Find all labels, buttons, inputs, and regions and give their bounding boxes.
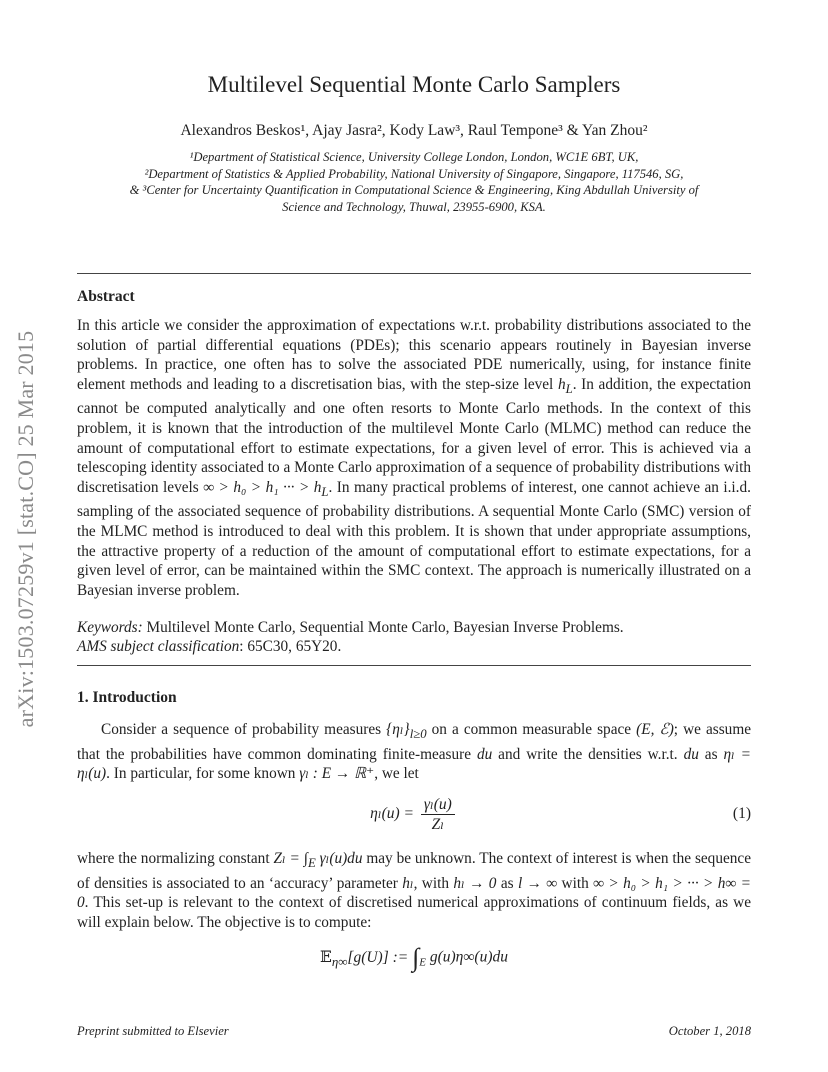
arxiv-identifier-text: arXiv:1503.07259v1 [stat.CO] 25 Mar 2015 xyxy=(13,330,38,728)
paper-title: Multilevel Sequential Monte Carlo Samplers xyxy=(207,72,621,97)
intro-paragraph-1: Consider a sequence of probability measures $\{\eta_l\}_{l\ge 0}$ on a common measurable space (E, ℰ); we assume that the probabilities have common dominating finite-measure du and write the densities w.r.t. du as ηₗ = ηₗ(u). In particular, for some known γₗ : E → ℝ⁺, we let xyxy=(77,721,752,783)
ams-value: : 65C30, 65Y20. xyxy=(239,638,342,655)
equation-number: (1) xyxy=(732,805,751,822)
eq2-integrand: g(u)η∞(u)du xyxy=(429,948,508,966)
eq2-expectation: 𝔼$_{\eta\infty}$[g(U)] := xyxy=(319,948,409,969)
arxiv-side-identifier xyxy=(6,282,46,776)
top-rule xyxy=(77,273,751,274)
keywords-value: Multilevel Monte Carlo, Sequential Monte Carlo, Bayesian Inverse Problems. xyxy=(142,619,624,636)
affiliations xyxy=(70,149,758,215)
affiliation-line: ²Department of Statistics & Applied Probability, National University of Singapore, Singapore, 117546, SG, xyxy=(144,166,684,181)
ams-label: AMS subject classification xyxy=(77,638,240,655)
integral-sign: ∫ xyxy=(412,943,420,972)
keywords xyxy=(77,618,751,638)
eq1-lhs: ηₗ(u) = xyxy=(370,805,415,823)
eq1-numerator: γₗ(u) xyxy=(421,795,455,815)
affiliation-line: & ³Center for Uncertainty Quantification in Computational Science & Engineering, King Abdullah University of xyxy=(129,183,699,197)
eq1-fraction xyxy=(421,795,455,834)
abstract-heading: Abstract xyxy=(77,288,135,305)
equation-1 xyxy=(77,795,751,834)
footer-date: October 1, 2018 xyxy=(668,1024,751,1038)
bottom-rule xyxy=(77,665,751,666)
intro-paragraph-2: where the normalizing constant $Z_l = \int_E$ γₗ(u)du may be unknown. The context of interest is when the sequence of densities is associated to an ‘accuracy’ parameter hₗ, with hₗ → 0 as l → ∞ with ∞ > h₀ > h₁ > ··· > h∞ = 0. This set-up is relevant to the context of discretised numerical approximations of continuum fields, as we will explain below. The objective is to compute: xyxy=(77,850,751,931)
abstract-text: In this article we consider the approximation of expectations w.r.t. probability distributions associated to the solution of partial differential equations (PDEs); this scenario appears routinely in Bayesian inverse problems. In practice, one often has to solve the associated PDE numerically, using, for instance finite element methods and leading to a discretisation bias, with the step-size level $h_L$. In addition, the expectation cannot be computed analytically and one often resorts to Monte Carlo methods. In the context of this problem, it is known that the introduction of the multilevel Monte Carlo (MLMC) method can reduce the amount of computational effort to estimate expectations, for a given level of error. This is achieved via a telescoping identity associated to a Monte Carlo approximation of a sequence of probability distributions with discretisation levels ∞ > h₀ > h₁ ··· > $h_L$. In many practical problems of interest, one cannot achieve an i.i.d. sampling of the associated sequence of probability distributions. A sequential Monte Carlo (SMC) version of the MLMC method is introduced to deal with this problem. It is shown that under appropriate assumptions, the attractive property of a reduction of the amount of computational effort to estimate expectations, for a given level of error, can be maintained within the SMC context. The approach is numerically illustrated on a Bayesian inverse problem. xyxy=(77,317,751,599)
affiliation-line: Science and Technology, Thuwal, 23955-6900, KSA. xyxy=(282,199,546,214)
footer-preprint: Preprint submitted to Elsevier xyxy=(77,1024,229,1038)
section-heading-introduction: 1. Introduction xyxy=(77,689,177,706)
ams-classification xyxy=(77,637,751,657)
equation-2: 𝔼$_{\eta\infty}$[g(U)] := $\int_E$ g(u)η∞(u)du xyxy=(319,943,508,972)
affiliation-line: ¹Department of Statistical Science, University College London, London, WC1E 6BT, UK, xyxy=(189,150,639,164)
keywords-label: Keywords: xyxy=(77,619,143,636)
author-list: Alexandros Beskos¹, Ajay Jasra², Kody Law³, Raul Tempone³ & Yan Zhou² xyxy=(180,122,648,139)
eq1-denominator: Zₗ xyxy=(431,816,445,833)
